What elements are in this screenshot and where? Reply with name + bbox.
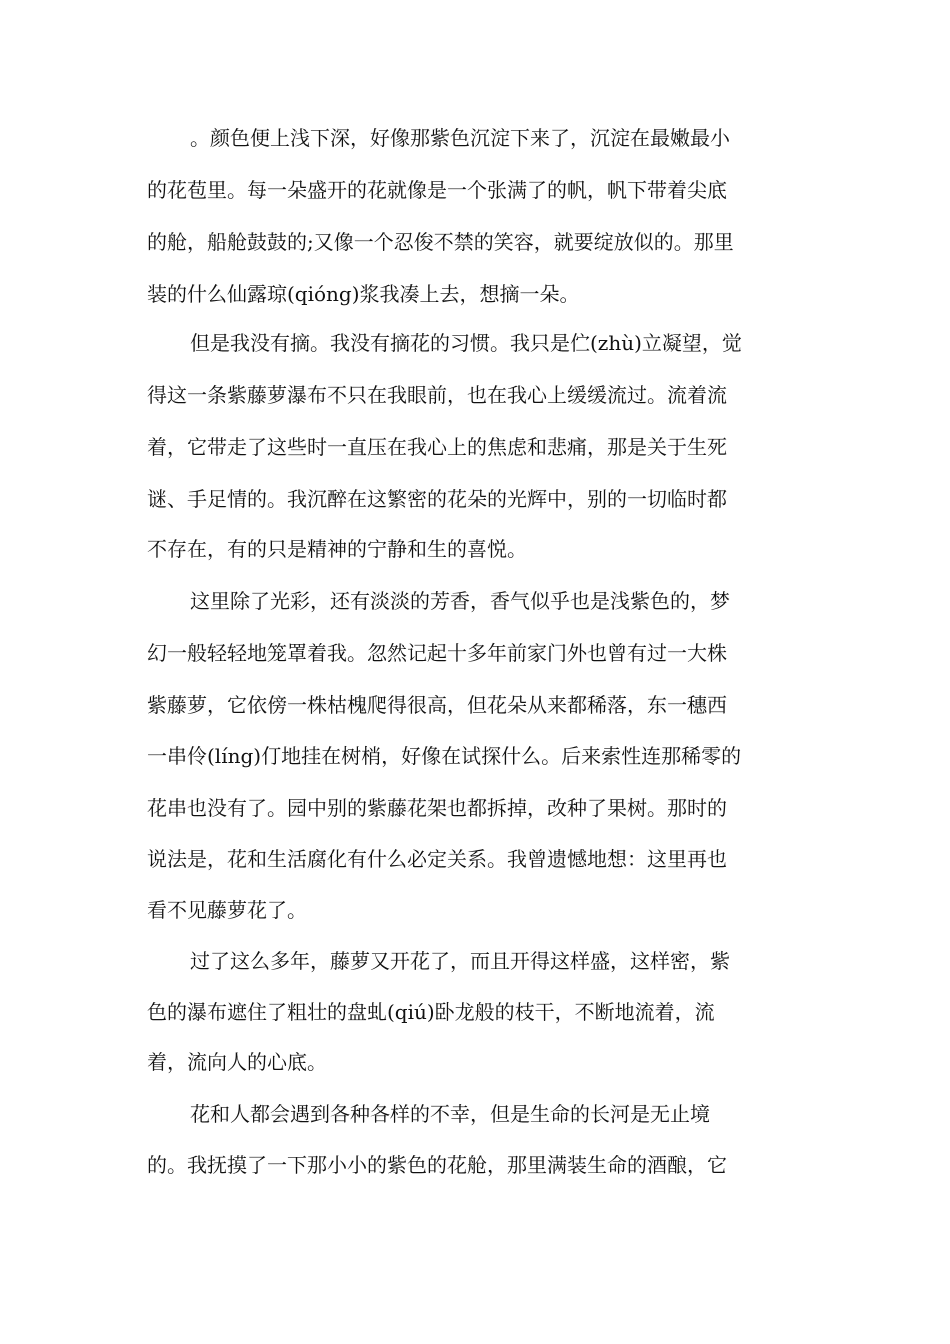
text-line: 过了这么多年，藤萝又开花了，而且开得这样盛，这样密，紫 bbox=[190, 949, 730, 973]
text-line: 谜、手足情的。我沉醉在这繁密的花朵的光辉中，别的一切临时都 bbox=[147, 487, 727, 511]
text-line: 的。我抚摸了一下那小小的紫色的花舱，那里满装生命的酒酿，它 bbox=[147, 1153, 727, 1177]
text-line: 得这一条紫藤萝瀑布不只在我眼前，也在我心上缓缓流过。流着流 bbox=[147, 383, 727, 407]
text-line: 不存在，有的只是精神的宁静和生的喜悦。 bbox=[147, 537, 527, 561]
text-line: 。颜色便上浅下深，好像那紫色沉淀下来了，沉淀在最嫩最小 bbox=[190, 126, 730, 150]
text-line: 的花苞里。每一朵盛开的花就像是一个张满了的帆，帆下带着尖底 bbox=[147, 178, 727, 202]
text-line: 着，它带走了这些时一直压在我心上的焦虑和悲痛，那是关于生死 bbox=[147, 435, 727, 459]
text-line: 装的什么仙露琼(qióng)浆我凑上去，想摘一朵。 bbox=[147, 282, 580, 306]
text-line: 幻一般轻轻地笼罩着我。忽然记起十多年前家门外也曾有过一大株 bbox=[147, 641, 727, 665]
text-line: 着，流向人的心底。 bbox=[147, 1050, 327, 1074]
text-line: 一串伶(líng)仃地挂在树梢，好像在试探什么。后来索性连那稀零的 bbox=[147, 744, 742, 768]
text-line: 花串也没有了。园中别的紫藤花架也都拆掉，改种了果树。那时的 bbox=[147, 796, 727, 820]
text-line: 色的瀑布遮住了粗壮的盘虬(qiú)卧龙般的枝干，不断地流着，流 bbox=[147, 1000, 715, 1024]
text-line: 紫藤萝，它依傍一株枯槐爬得很高，但花朵从来都稀落，东一穗西 bbox=[147, 693, 727, 717]
text-line: 说法是，花和生活腐化有什么必定关系。我曾遗憾地想：这里再也 bbox=[147, 847, 727, 871]
text-line: 这里除了光彩，还有淡淡的芳香，香气似乎也是浅紫色的，梦 bbox=[190, 589, 730, 613]
text-line: 但是我没有摘。我没有摘花的习惯。我只是伫(zhù)立凝望，觉 bbox=[190, 331, 742, 355]
text-line: 花和人都会遇到各种各样的不幸，但是生命的长河是无止境 bbox=[190, 1102, 710, 1126]
text-line: 的舱，船舱鼓鼓的;又像一个忍俊不禁的笑容，就要绽放似的。那里 bbox=[147, 230, 734, 254]
text-line: 看不见藤萝花了。 bbox=[147, 898, 307, 922]
